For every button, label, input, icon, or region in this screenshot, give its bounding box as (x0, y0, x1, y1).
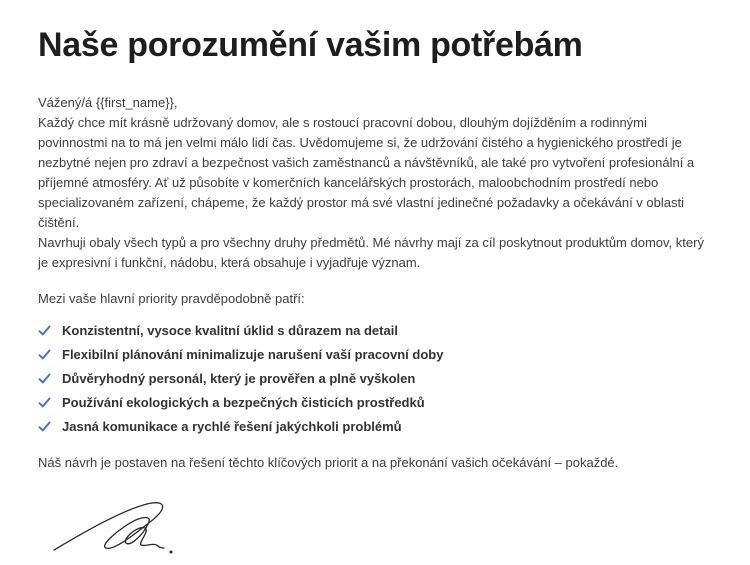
list-item (38, 417, 712, 437)
check-icon (38, 348, 51, 361)
paragraph-design: Navrhuji obaly všech typů a pro všechny druhy předmětů. Mé návrhy mají za cíl poskytnout produktům domov, který je expresivní i funkční, nádobu, která obsahuje i vyjadřuje význam. (38, 235, 704, 270)
list-item (38, 321, 712, 341)
page-title: Naše porozumění vašim potřebám (38, 26, 583, 64)
closing-line: Náš návrh je postaven na řešení těchto klíčových priorit a na překonání vašich očekávání – pokaždé. (38, 455, 619, 470)
paragraph-needs: Každý chce mít krásně udržovaný domov, ale s rostoucí pracovní dobou, dlouhým dojížděním a rodinnými povinnostmi na to má jen velmi málo lidí čas. Uvědomujeme si, že udržování čistého a hygienického prostředí je nezbytné nejen pro zdraví a bezpečnost vašich zaměstnanců a návštěvníků, ale také pro vytvoření profesionální a příjemné atmosféry. Ať už působíte v komerčních kancelářských prostorách, maloobchodním prostředí nebo specializovaném zařízení, chápeme, že každý prostor má své vlastní jedinečné požadavky a očekávání v oblasti čištění. (38, 115, 695, 230)
priority-text: Jasná komunikace a rychlé řešení jakýchkoli problémů (62, 419, 402, 434)
check-icon (38, 396, 51, 409)
priority-text: Používání ekologických a bezpečných čisticích prostředků (62, 395, 425, 410)
list-item (38, 393, 712, 413)
priority-text: Flexibilní plánování minimalizuje narušení vaší pracovní doby (62, 347, 444, 362)
check-icon (38, 420, 51, 433)
priority-text: Konzistentní, vysoce kvalitní úklid s důrazem na detail (62, 323, 398, 338)
priorities-intro: Mezi vaše hlavní priority pravděpodobně patří: (38, 291, 305, 306)
check-icon (38, 372, 51, 385)
check-icon (38, 324, 51, 337)
list-item (38, 345, 712, 365)
greeting-line: Vážený/á {{first_name}}, (38, 95, 178, 110)
priority-text: Důvěryhodný personál, který je prověřen a plně vyškolen (62, 371, 416, 386)
priority-list (38, 321, 712, 437)
signature-scribble-icon (48, 495, 178, 565)
list-item (38, 369, 712, 389)
